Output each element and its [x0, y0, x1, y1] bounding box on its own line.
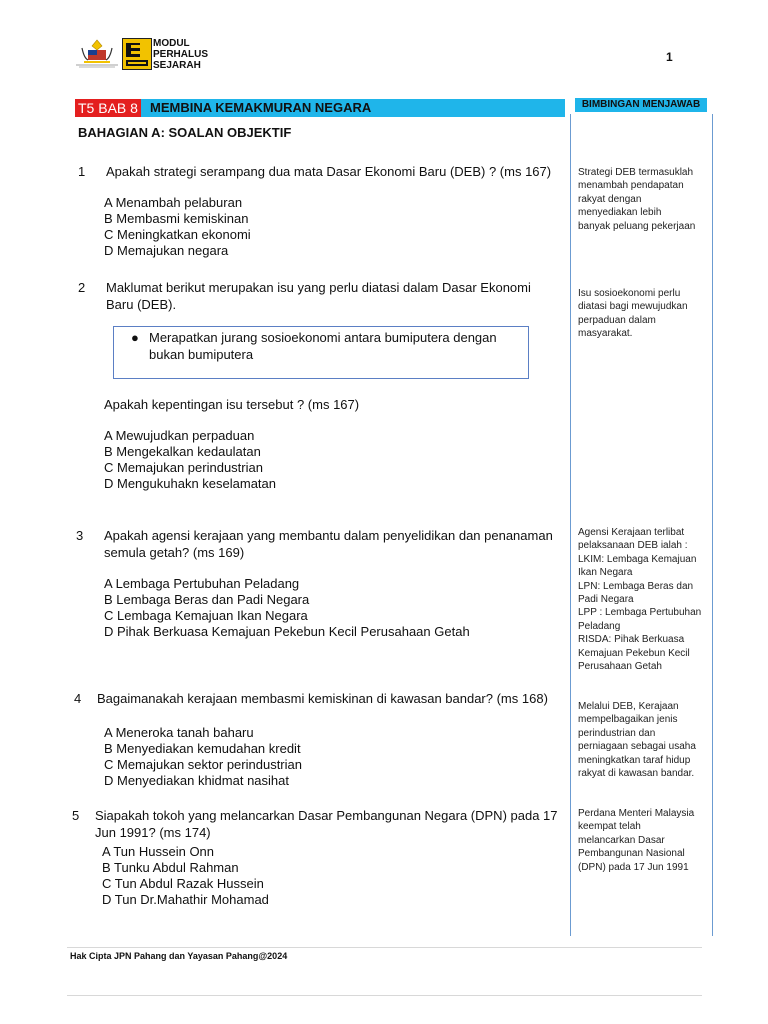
info-line: bukan bumiputera: [149, 347, 254, 362]
guide-line: meningkatkan taraf hidup: [578, 754, 691, 766]
guide-line: banyak peluang pekerjaan: [578, 220, 696, 232]
logo-line: PERHALUS: [153, 49, 209, 60]
option: A Menambah pelaburan: [104, 195, 243, 210]
guide-line: menambah pendapatan: [578, 180, 684, 192]
module-logo-text: [153, 38, 208, 71]
guide-line: perindustrian dan: [578, 727, 656, 739]
option: B Menyediakan kemudahan kredit: [104, 741, 301, 756]
guide-line: pelaksanaan DEB ialah :: [578, 540, 688, 552]
logo-line: SEJARAH: [153, 60, 201, 71]
question-line: Apakah strategi serampang dua mata Dasar Ekonomi Baru (DEB) ? (ms 167): [106, 164, 552, 179]
guide-line: rakyat di kawasan bandar.: [578, 768, 695, 780]
guide-line: perpaduan dalam: [578, 314, 656, 326]
option: C Memajukan perindustrian: [104, 460, 263, 475]
question-text: [106, 163, 551, 180]
logo-line: MODUL: [153, 38, 190, 49]
guide-line: Pembangunan Nasional: [578, 848, 685, 860]
option-list: [104, 576, 470, 640]
chapter-tag: T5 BAB 8: [75, 99, 141, 117]
guide-line: LPN: Lembaga Beras dan: [578, 580, 694, 592]
guide-column-border: [712, 114, 713, 936]
option: B Mengekalkan kedaulatan: [104, 444, 261, 459]
chapter-title: MEMBINA KEMAKMURAN NEGARA: [150, 100, 372, 115]
option: C Meningkatkan ekonomi: [104, 227, 251, 242]
guide-line: Strategi DEB termasuklah: [578, 167, 694, 178]
guide-line: Peladang: [578, 620, 621, 632]
question-line: semula getah? (ms 169): [104, 545, 245, 560]
guide-note: [578, 526, 708, 673]
question-line: Baru (DEB).: [106, 297, 177, 312]
question-text: [104, 527, 553, 561]
option: A Lembaga Pertubuhan Peladang: [104, 576, 300, 591]
question-number: 1: [78, 164, 86, 179]
question-number: 2: [78, 280, 86, 295]
info-line: Merapatkan jurang sosioekonomi antara bumiputera dengan: [149, 330, 497, 345]
guide-line: rakyat dengan: [578, 193, 642, 205]
guide-line: mempelbagaikan jenis: [578, 714, 678, 726]
option: B Tunku Abdul Rahman: [102, 860, 239, 875]
guide-column-divider: [570, 114, 571, 936]
module-logo-icon: [122, 38, 152, 70]
option: D Menyediakan khidmat nasihat: [104, 773, 289, 788]
guide-line: menyediakan lebih: [578, 207, 662, 219]
guide-line: keempat telah: [578, 821, 641, 833]
question-line: Maklumat berikut merupakan isu yang perlu diatasi dalam Dasar Ekonomi: [106, 280, 531, 295]
question-line: Bagaimanakah kerajaan membasmi kemiskinan di kawasan bandar? (ms 168): [97, 691, 548, 706]
question-text: [97, 690, 548, 707]
guide-note: [578, 166, 708, 233]
guide-note: [578, 807, 708, 874]
option: C Tun Abdul Razak Hussein: [102, 876, 264, 891]
malaysia-crest-icon: [76, 38, 118, 68]
question-number: 4: [74, 691, 82, 706]
question-line: Apakah agensi kerajaan yang membantu dalam penyelidikan dan penanaman: [104, 528, 553, 543]
option: A Tun Hussein Onn: [102, 844, 215, 859]
option: C Memajukan sektor perindustrian: [104, 757, 302, 772]
question-text: [106, 279, 531, 313]
option: D Tun Dr.Mahathir Mohamad: [102, 892, 269, 907]
guide-line: melancarkan Dasar: [578, 834, 665, 846]
guide-note: [578, 287, 708, 341]
option-list: [104, 195, 251, 259]
guide-line: Agensi Kerajaan terlibat: [578, 527, 685, 538]
option: A Mewujudkan perpaduan: [104, 428, 255, 443]
option: B Membasmi kemiskinan: [104, 211, 249, 226]
info-text: [149, 329, 497, 363]
option: D Memajukan negara: [104, 243, 229, 258]
info-bullet: ●: [131, 330, 139, 345]
guide-line: diatasi bagi mewujudkan: [578, 301, 688, 313]
question-number: 3: [76, 528, 84, 543]
guide-note: [578, 700, 708, 780]
footer-copyright: Hak Cipta JPN Pahang dan Yayasan Pahang@2024: [70, 951, 288, 961]
question-text: [95, 807, 558, 841]
guide-line: LPP : Lembaga Pertubuhan: [578, 607, 702, 619]
guide-line: Ikan Negara: [578, 567, 633, 579]
guide-line: Padi Negara: [578, 594, 634, 606]
option-list: [104, 428, 276, 492]
guide-line: masyarakat.: [578, 328, 633, 340]
section-heading: BAHAGIAN A: SOALAN OBJEKTIF: [78, 125, 292, 140]
option: C Lembaga Kemajuan Ikan Negara: [104, 608, 308, 623]
guide-line: (DPN) pada 17 Jun 1991: [578, 861, 689, 873]
footer-divider: [67, 947, 702, 948]
question-line: Siapakah tokoh yang melancarkan Dasar Pembangunan Negara (DPN) pada 17: [95, 808, 558, 823]
guide-line: Kemajuan Pekebun Kecil: [578, 647, 690, 659]
guide-line: Perdana Menteri Malaysia: [578, 808, 695, 819]
guide-line: LKIM: Lembaga Kemajuan: [578, 553, 697, 565]
option: B Lembaga Beras dan Padi Negara: [104, 592, 310, 607]
option: D Pihak Berkuasa Kemajuan Pekebun Kecil Perusahaan Getah: [104, 624, 470, 639]
question-line: Jun 1991? (ms 174): [95, 825, 211, 840]
footer-bottom-divider: [67, 995, 702, 996]
option-list: [104, 725, 302, 789]
guide-line: RISDA: Pihak Berkuasa: [578, 634, 685, 646]
question-number: 5: [72, 808, 80, 823]
page-number: 1: [666, 50, 673, 64]
guide-line: perniagaan sebagai usaha: [578, 741, 696, 753]
option: A Meneroka tanah baharu: [104, 725, 254, 740]
guide-heading: BIMBINGAN MENJAWAB: [575, 98, 707, 112]
option: D Mengukuhakn keselamatan: [104, 476, 276, 491]
option-list: [102, 844, 269, 908]
guide-line: Melalui DEB, Kerajaan: [578, 701, 679, 712]
guide-line: Isu sosioekonomi perlu: [578, 288, 681, 299]
question-prompt: Apakah kepentingan isu tersebut ? (ms 167): [104, 397, 360, 412]
guide-line: Perusahaan Getah: [578, 661, 662, 673]
